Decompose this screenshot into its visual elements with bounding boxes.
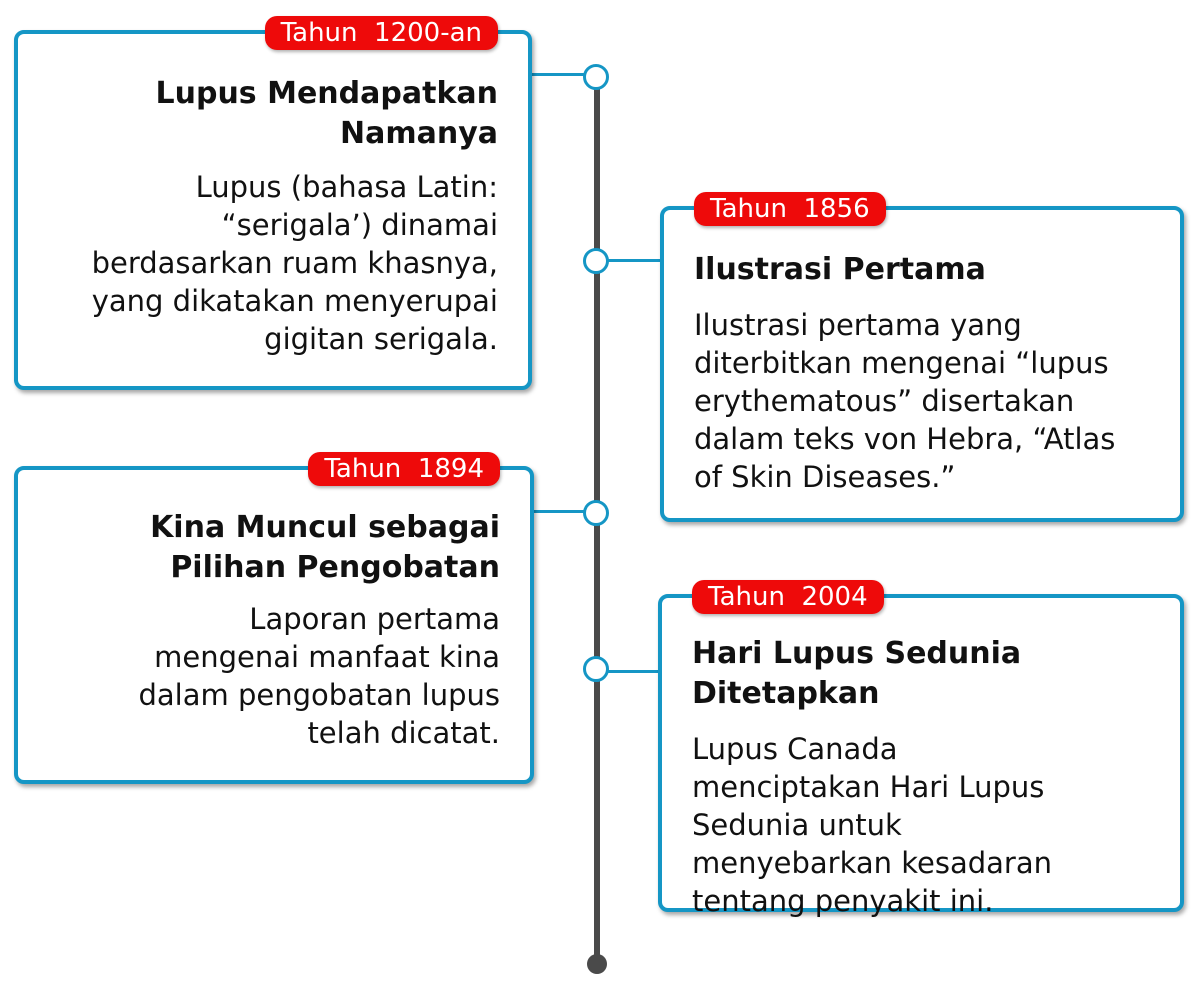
event-description: Laporan pertama mengenai manfaat kina dalam pengobatan lupus telah dicatat. xyxy=(138,602,500,750)
timeline-node-1894 xyxy=(583,500,609,526)
event-card-1894 xyxy=(14,454,534,784)
event-description: Lupus Canada menciptakan Hari Lupus Sedunia untuk menyebarkan kesadaran tentang penyakit ini. xyxy=(692,732,1052,918)
connector-1894 xyxy=(530,510,584,513)
event-title: Hari Lupus Sedunia Ditetapkan xyxy=(692,636,1022,711)
event-card-1200 xyxy=(14,18,532,390)
timeline-node-1200 xyxy=(583,64,609,90)
event-card-1856 xyxy=(660,194,1184,522)
event-title: Kina Muncul sebagai Pilihan Pengobatan xyxy=(150,510,500,585)
connector-2004 xyxy=(608,670,664,673)
event-description: Lupus (bahasa Latin: “serigala’) dinamai berdasarkan ruam khasnya, yang dikatakan menyerupai gigitan serigala. xyxy=(91,170,498,356)
event-description: Ilustrasi pertama yang diterbitkan mengenai “lupus erythematous” disertakan dalam teks von Hebra, “Atlas of Skin Diseases.” xyxy=(694,308,1116,494)
event-card-2004 xyxy=(658,582,1184,918)
year-badge: Tahun 1894 xyxy=(308,452,500,486)
timeline-node-2004 xyxy=(583,656,609,682)
event-title: Lupus Mendapatkan Namanya xyxy=(155,76,498,151)
year-badge: Tahun 1200-an xyxy=(265,16,498,50)
timeline-end-dot xyxy=(587,954,607,974)
connector-1856 xyxy=(608,259,664,262)
year-badge: Tahun 1856 xyxy=(694,192,886,226)
event-title: Ilustrasi Pertama xyxy=(694,252,986,287)
year-badge: Tahun 2004 xyxy=(692,580,884,614)
connector-1200 xyxy=(528,73,584,76)
timeline-node-1856 xyxy=(583,248,609,274)
